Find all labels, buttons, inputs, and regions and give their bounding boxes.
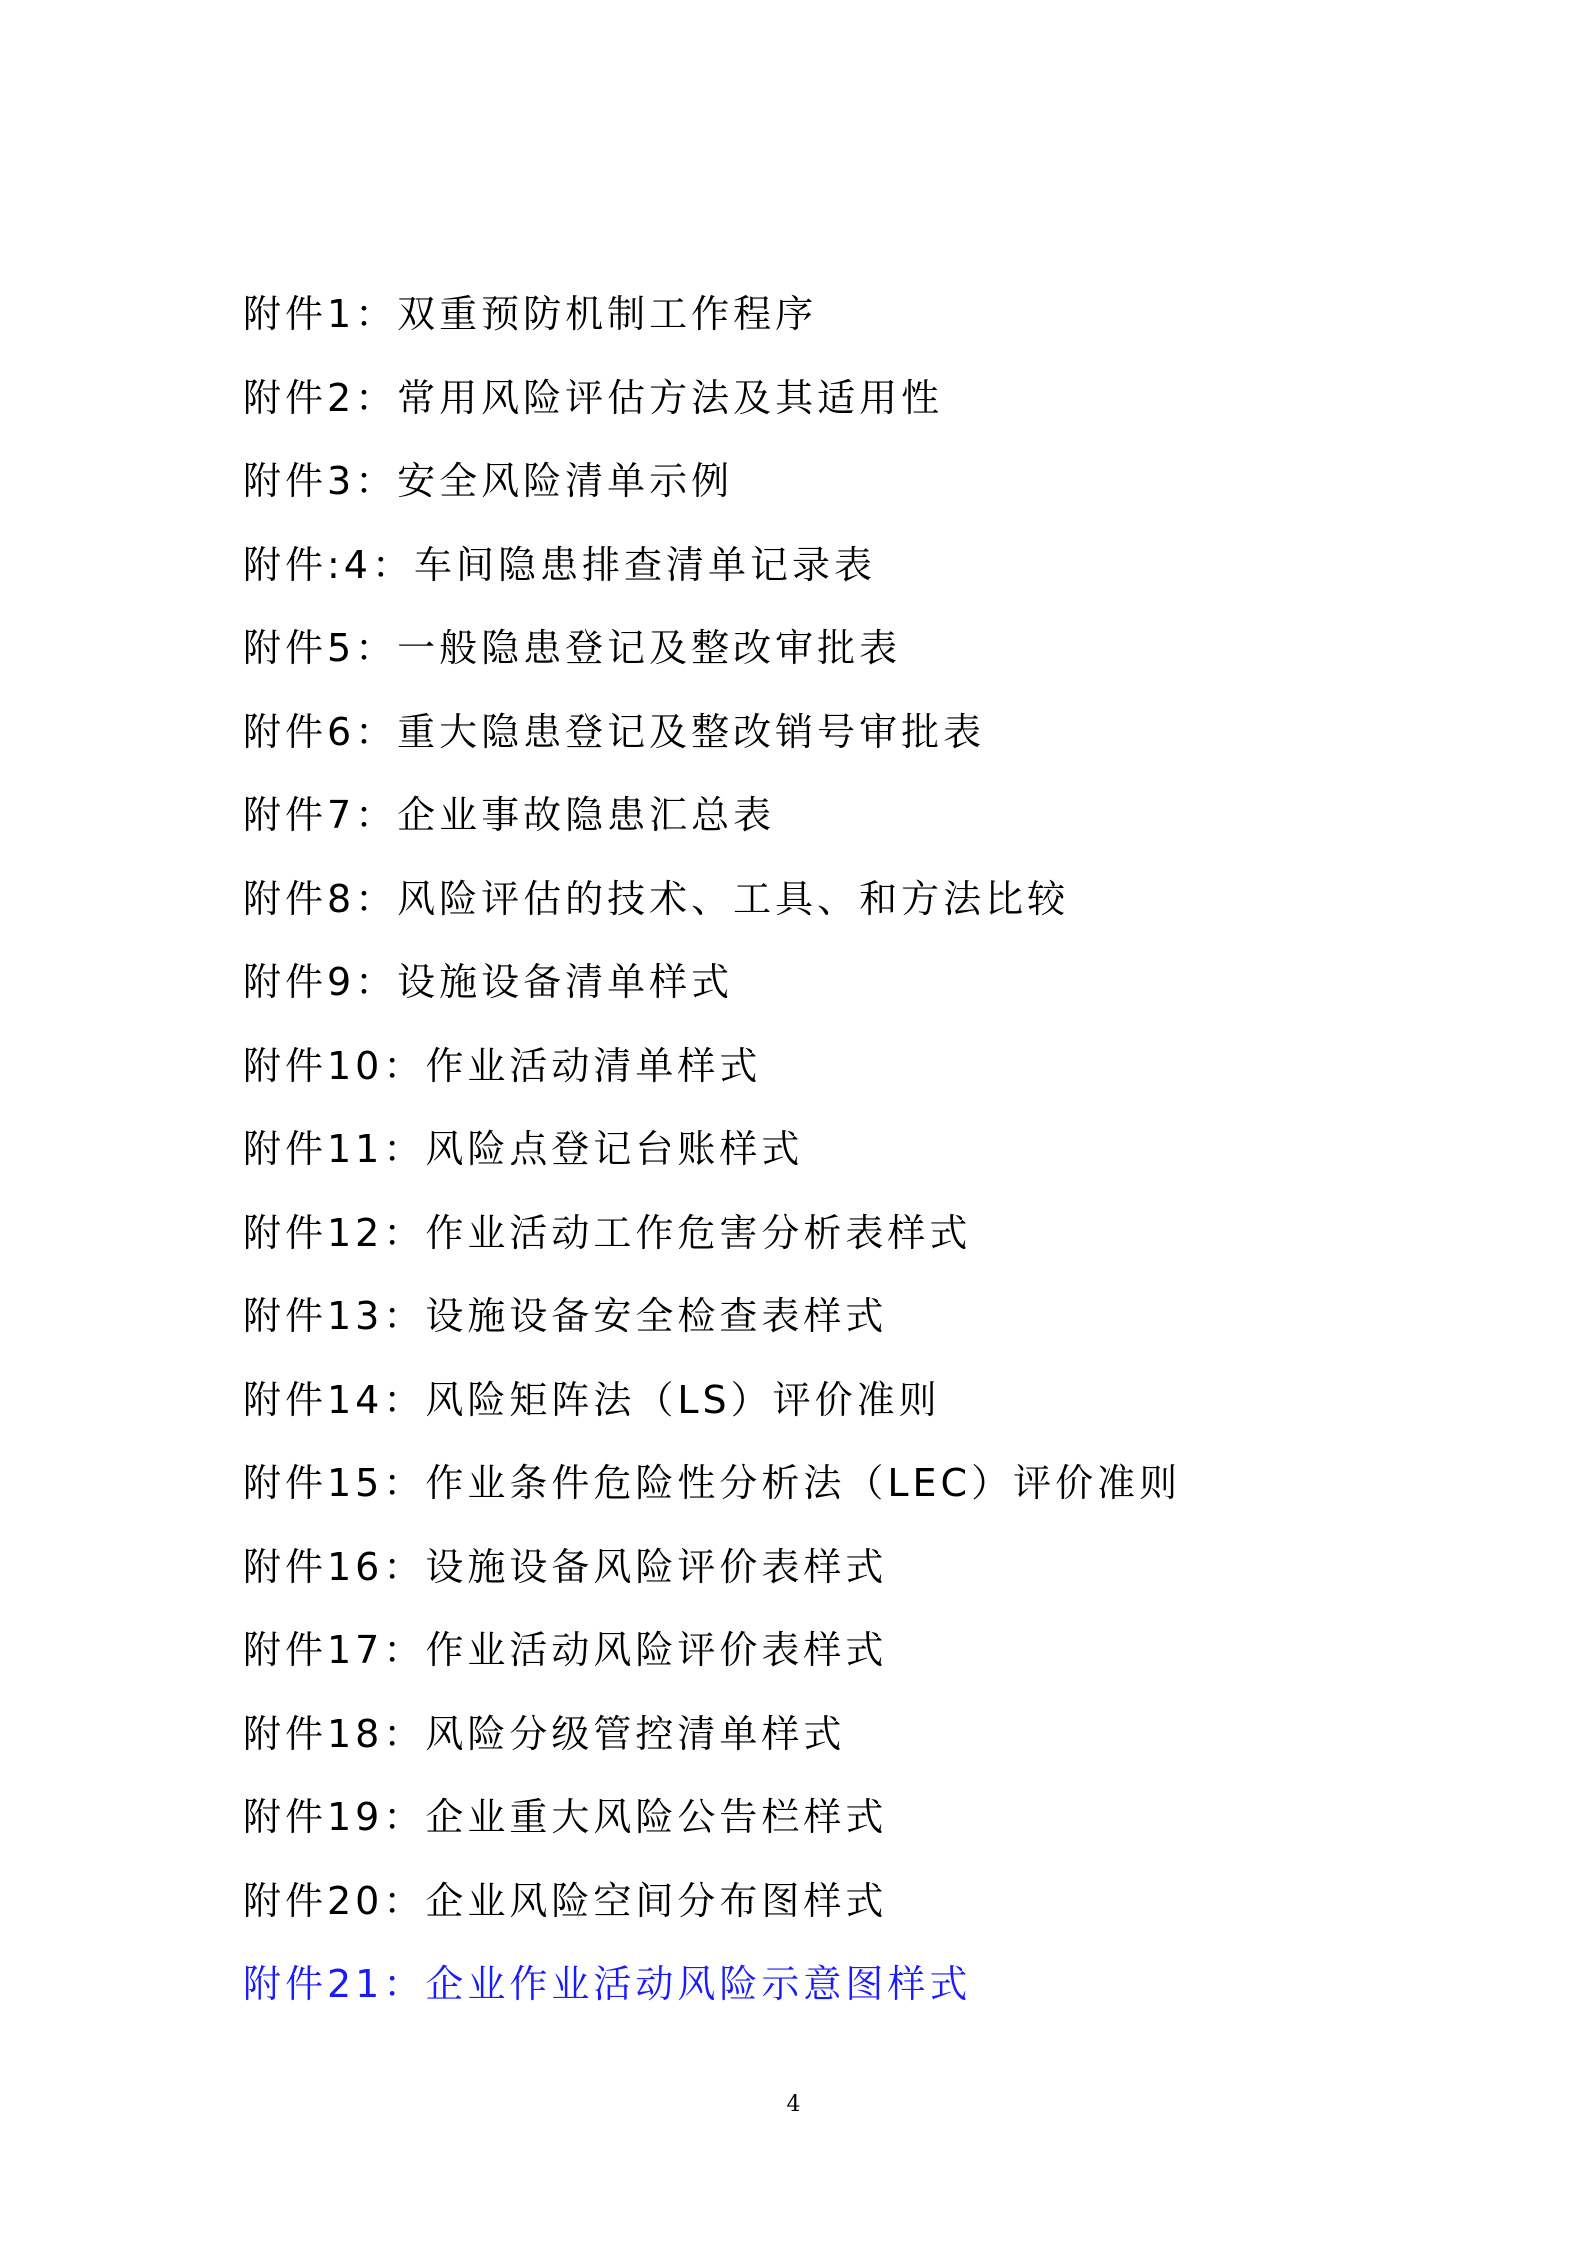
attachment-item-12: 附件12：作业活动工作危害分析表样式	[243, 1210, 972, 1255]
attachment-item-9: 附件9：设施设备清单样式	[243, 960, 734, 1004]
attachment-item-7: 附件7：企业事故隐患汇总表	[243, 793, 776, 837]
attachment-item-21-link[interactable]: 附件21：企业作业活动风险示意图样式	[243, 1962, 972, 2006]
attachment-item-20: 附件20：企业风险空间分布图样式	[243, 1878, 888, 1923]
attachment-item-16: 附件16：设施设备风险评价表样式	[243, 1544, 888, 1589]
attachment-item-6: 附件6：重大隐患登记及整改销号审批表	[243, 709, 986, 754]
attachment-list	[243, 288, 1181, 2042]
attachment-item-17: 附件17：作业活动风险评价表样式	[243, 1628, 888, 1672]
attachment-item-13: 附件13：设施设备安全检查表样式	[243, 1294, 888, 1338]
attachment-item-15: 附件15：作业条件危险性分析法（LEC）评价准则	[243, 1461, 1182, 1505]
attachment-item-5: 附件5：一般隐患登记及整改审批表	[243, 626, 902, 670]
attachment-item-14: 附件14：风险矩阵法（LS）评价准则	[243, 1377, 941, 1422]
attachment-item-8: 附件8：风险评估的技术、工具、和方法比较	[243, 876, 1070, 921]
attachment-item-19: 附件19：企业重大风险公告栏样式	[243, 1795, 888, 1839]
attachment-item-4: 附件:4：车间隐患排查清单记录表	[243, 542, 876, 587]
attachment-item-10: 附件10：作业活动清单样式	[243, 1043, 762, 1088]
attachment-item-1: 附件1：双重预防机制工作程序	[243, 292, 818, 336]
attachment-item-11: 附件11：风险点登记台账样式	[243, 1127, 804, 1171]
attachment-item-18: 附件18：风险分级管控清单样式	[243, 1711, 846, 1756]
attachment-item-2: 附件2：常用风险评估方法及其适用性	[243, 375, 944, 420]
page-number: 4	[786, 2092, 801, 2117]
attachment-item-3: 附件3：安全风险清单示例	[243, 459, 734, 503]
